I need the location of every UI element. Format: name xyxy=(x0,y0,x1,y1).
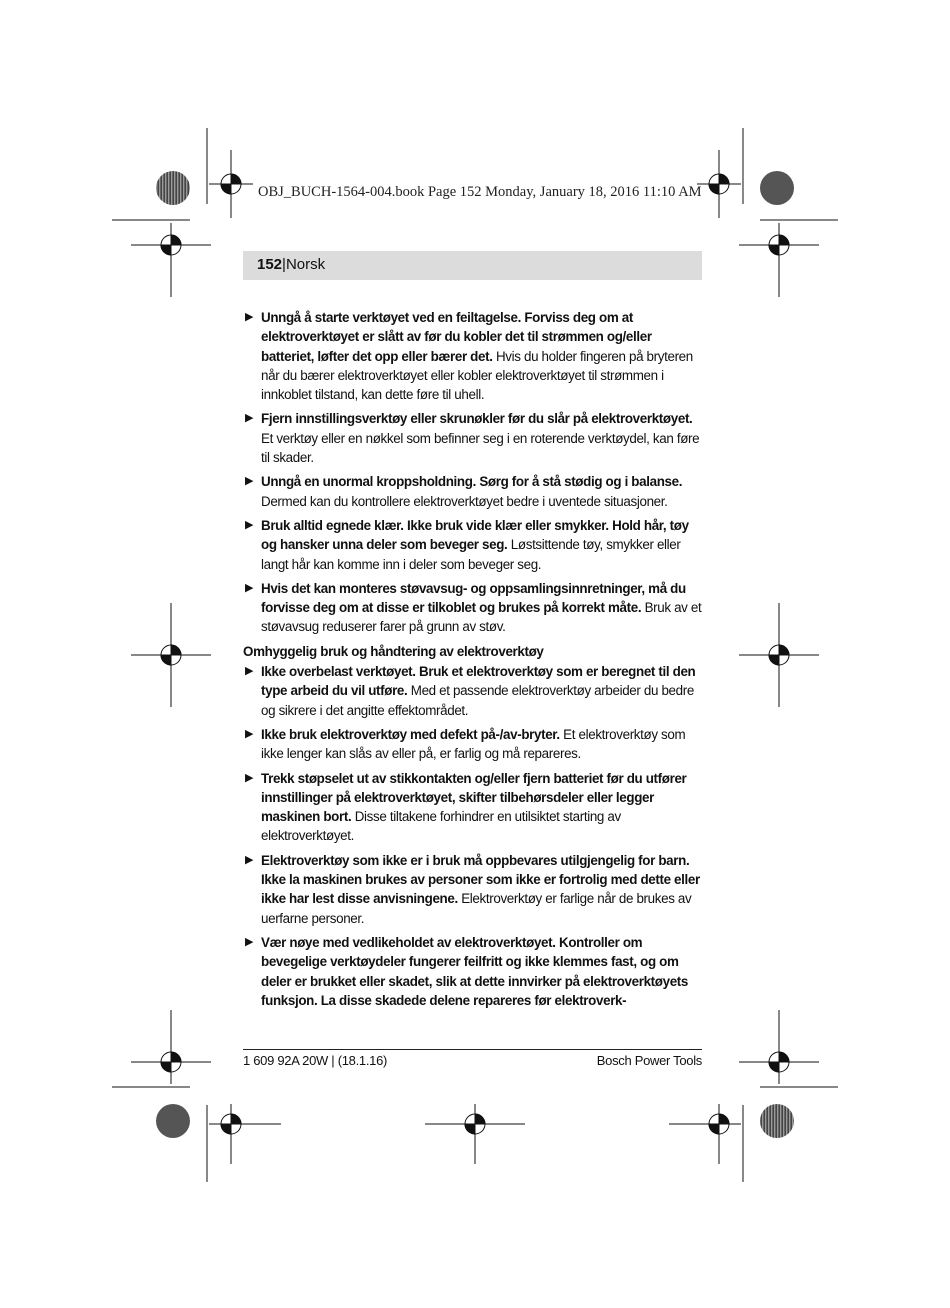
list-item xyxy=(243,933,702,1010)
list-item xyxy=(243,308,702,404)
list-item xyxy=(243,851,702,928)
bullet-arrow-icon: ▶ xyxy=(245,475,254,488)
item-text: Bruk av et støvavsug reduserer farer på grunn av støv. xyxy=(261,600,702,635)
bullet-arrow-icon: ▶ xyxy=(245,581,254,594)
item-bold-text: Unngå en unormal kroppsholdning. Sørg for å stå stødig og i balanse. xyxy=(261,474,683,490)
bullet-arrow-icon: ▶ xyxy=(245,412,254,425)
item-bold-text: Ikke overbelast verktøyet. Bruk et elektroverktøy som er beregnet til den type arbeid du vil utføre. xyxy=(261,664,696,699)
list-item xyxy=(243,579,702,637)
item-text: Løstsittende tøy, smykker eller langt hår kan komme inn i deler som beveger seg. xyxy=(261,537,681,572)
item-bold-text: Vær nøye med vedlikeholdet av elektroverktøyet. Kontroller om bevegelige verktøydeler fungerer feilfritt og ikke klemmes fast, og om deler er brukket eller skadet, slik at dette innvirker på elektroverktøyets funksjon. La disse skadede delene repareres før elektroverk- xyxy=(261,934,689,1008)
item-text: Dermed kan du kontrollere elektroverktøyet bedre i uventede situasjoner. xyxy=(261,493,668,509)
footer-brand: Bosch Power Tools xyxy=(596,1053,702,1068)
item-text: Et elektroverktøy som ikke lenger kan slås av eller på, er farlig og må repareres. xyxy=(261,726,686,762)
item-text: Et verktøy eller en nøkkel som befinner seg i en roterende verktøydel, kan føre til skader. xyxy=(261,430,700,466)
bullet-arrow-icon: ▶ xyxy=(245,727,254,740)
item-text: Hvis du holder fingeren på bryteren når du bærer elektroverktøyet eller kobler elektroverktøyet til strømmen i innkoblet tilstand, kan dette føre til uhell. xyxy=(261,348,693,403)
item-bold-text: Ikke bruk elektroverktøy med defekt på-/av-bryter. xyxy=(261,726,560,742)
page-header-text xyxy=(257,256,325,273)
item-bold-text: Trekk støpselet ut av stikkontakten og/eller fjern batteriet før du utfører innstillinger på elektroverktøyet, skifter tilbehørsdeler eller legger maskinen bort. xyxy=(261,770,687,825)
item-text: Med et passende elektroverktøy arbeider du bedre og sikrere i det angitte effektområdet. xyxy=(261,683,694,718)
item-bold-text: Elektroverktøy som ikke er i bruk må oppbevares utilgjengelig for barn. Ikke la maskinen brukes av personer som ikke er fortrolig med dette eller ikke har lest disse anvisningene. xyxy=(261,852,700,907)
bullet-arrow-icon: ▶ xyxy=(245,665,254,678)
item-text: Elektroverktøy er farlige når de brukes av uerfarne personer. xyxy=(261,891,692,926)
bullet-arrow-icon: ▶ xyxy=(245,311,254,323)
item-text: Disse tiltakene forhindrer en utilsiktet starting av elektroverktøyet. xyxy=(261,809,621,844)
item-bold-text: Fjern innstillingsverktøy eller skrunøkler før du slår på elektroverktøyet. xyxy=(261,411,693,427)
bullet-arrow-icon: ▶ xyxy=(245,518,254,531)
list-item xyxy=(243,516,702,574)
footer-divider xyxy=(243,1049,702,1050)
page-header xyxy=(243,251,702,280)
footer-document-number: 1 609 92A 20W | (18.1.16) xyxy=(243,1053,388,1068)
page-number: 152 xyxy=(257,256,283,273)
bullet-arrow-icon: ▶ xyxy=(245,935,254,948)
list-item xyxy=(243,409,702,467)
section-heading: Omhyggelig bruk og håndtering av elektroverktøy xyxy=(243,643,544,659)
bullet-arrow-icon: ▶ xyxy=(245,771,254,784)
list-item xyxy=(243,769,702,846)
list-item xyxy=(243,472,702,511)
item-bold-text: Bruk alltid egnede klær. Ikke bruk vide klær eller smykker. Hold hår, tøy og hansker unna deler som beveger seg. xyxy=(261,517,689,553)
header-separator: | xyxy=(282,256,286,273)
list-item xyxy=(243,662,702,720)
item-bold-text: Hvis det kan monteres støvavsug- og oppsamlingsinnretninger, må du forvisse deg om at disse er tilkoblet og brukes på korrekt måte. xyxy=(261,580,686,616)
list-item xyxy=(243,725,702,764)
bullet-arrow-icon: ▶ xyxy=(245,853,254,866)
print-slug-line: OBJ_BUCH-1564-004.book Page 152 Monday, January 18, 2016 11:10 AM xyxy=(258,184,702,200)
page-body xyxy=(243,308,702,1015)
header-language: Norsk xyxy=(285,256,326,273)
item-bold-text: Unngå å starte verktøyet ved en feiltagelse. Forviss deg om at elektroverktøyet er slått av før du kobler det til strømmen og/eller batteriet, løfter det opp eller bærer det. xyxy=(261,310,652,364)
